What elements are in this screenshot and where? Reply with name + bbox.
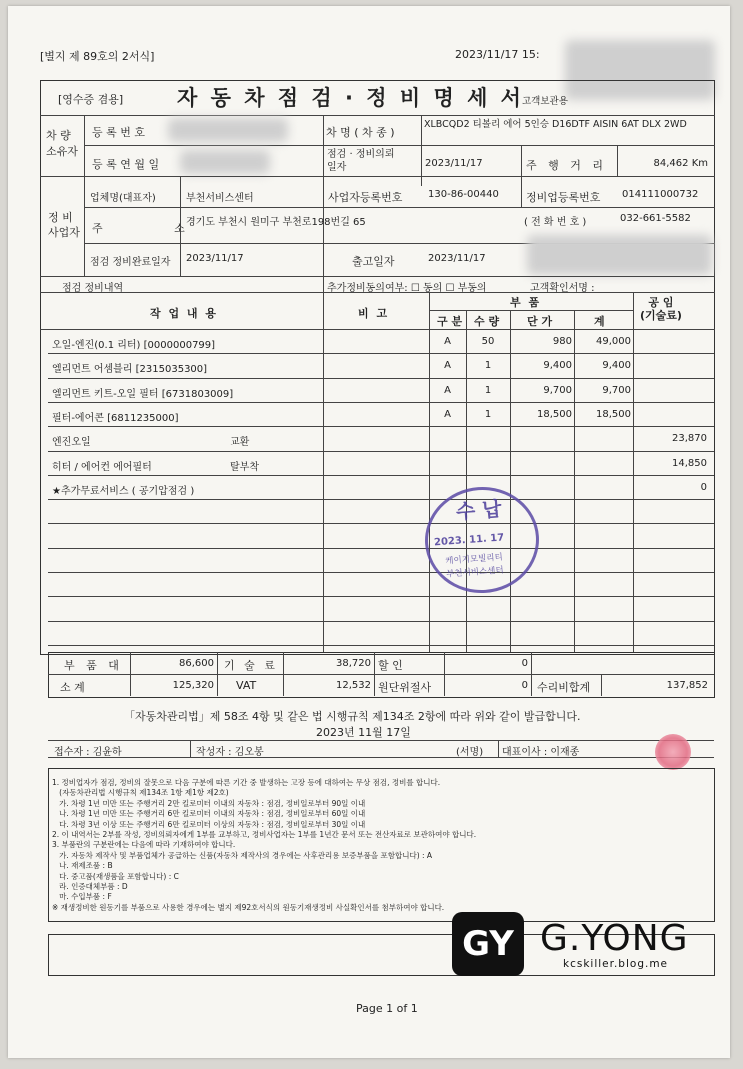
row-divider: [48, 426, 714, 427]
consent-field: 추가정비동의여부: ☐ 동의 ☐ 부동의: [327, 283, 487, 294]
row-divider: [48, 402, 714, 403]
detail-section-label: 점검 정비내역: [62, 283, 124, 294]
row-divider: [48, 523, 714, 524]
page-number: Page 1 of 1: [356, 1002, 418, 1015]
work-column-header: 작 업 내 용: [150, 307, 218, 320]
item-qty: 1: [484, 384, 492, 396]
redacted-reg-date: [180, 150, 270, 174]
watermark-name: G.YONG: [540, 918, 689, 959]
grand-total-value: 137,852: [666, 680, 708, 691]
note-line: 다. 차령 3년 이상 또는 주행거리 6만 킬로미터 이상의 자동차 : 점검, 정비일로부터 30일 이내: [52, 819, 366, 829]
parts-total-value: 86,600: [179, 658, 214, 669]
row-divider: [48, 378, 714, 379]
rounding-label: 원단위절사: [378, 681, 432, 694]
item-unit-price: 9,700: [543, 384, 572, 396]
request-date-value: 2023/11/17: [425, 158, 483, 169]
company-label: 업체명(대표자): [90, 193, 156, 204]
item-div: A: [444, 384, 451, 396]
item-unit-price: 980: [552, 336, 572, 347]
stamp-line1: 케이지모빌리티: [445, 552, 504, 567]
item-total: 18,500: [596, 408, 631, 420]
note-line: (자동차관리법 시행규칙 제134조 1항 제1항 제2호): [52, 788, 229, 798]
grand-total-label: 수리비합계: [537, 681, 591, 694]
note-line: 마. 수입부품 : F: [52, 892, 112, 902]
item-qty: 1: [484, 408, 492, 420]
note-line: 가. 차령 1년 미만 또는 주행거리 2만 킬로미터 이내의 자동차 : 점검, 정비일로부터 90일 이내: [52, 798, 366, 808]
phone-label: ( 전 화 번 호 ): [524, 217, 587, 228]
company-seal: [655, 734, 691, 770]
qty-column-header: 수 량: [474, 315, 500, 328]
item-name: 엔진오일: [52, 437, 91, 449]
item-qty: 1: [484, 360, 492, 372]
car-name-value: XLBCQD2 티볼리 에어 5인승 D16DTF AISIN 6AT DLX 2WD: [424, 119, 687, 130]
owner-section-label: 차 량 소유자: [46, 129, 78, 158]
note-line: ※ 재생정비한 원동기를 부품으로 사용한 경우에는 별지 제92호서식의 원동기재생정비 사실확인서를 첨부하여야 합니다.: [52, 902, 445, 912]
item-qty: 50: [481, 336, 495, 347]
redacted-reg-no: [168, 118, 288, 142]
issue-statement: 「자동차관리법」제 58조 4항 및 같은 법 시행규칙 제134조 2항에 따라 위와 같이 발급합니다.: [124, 710, 581, 723]
item-div: A: [444, 360, 451, 372]
item-labor: 23,870: [672, 433, 707, 445]
release-date-value: 2023/11/17: [428, 253, 486, 264]
item-name: 필터-에어콘 [6811235000]: [52, 412, 179, 424]
row-divider: [48, 645, 714, 646]
row-divider: [48, 572, 714, 573]
row-divider: [48, 353, 714, 354]
total-column-header: 계: [594, 315, 605, 328]
car-name-label: 차 명 ( 차 종 ): [326, 126, 395, 139]
remark-column-header: 비 고: [358, 307, 390, 320]
item-unit-price: 18,500: [537, 408, 572, 420]
complete-date-label: 점검 정비완료일자: [90, 257, 171, 268]
item-action: 탈부착: [230, 461, 259, 473]
customer-confirm-label: 고객확인서명 :: [530, 283, 595, 294]
note-line: 2. 이 내역서는 2부를 작성, 정비의뢰자에게 1부를 교부하고, 정비사업자는 1부를 1년간 문서 또는 전산자료로 보관하여야 합니다.: [52, 830, 477, 840]
item-action: 교환: [230, 437, 250, 449]
row-divider: [48, 451, 714, 452]
row-divider: [48, 596, 714, 597]
request-date-label: 점검 · 정비의뢰 일자: [327, 149, 395, 173]
stamp-date: 2023. 11. 17: [433, 532, 505, 549]
note-line: 1. 정비업자가 점검, 정비의 잘못으로 다음 구분에 따른 기간 중 발생하는 고장 등에 대하여는 무상 점검, 정비를 합니다.: [52, 778, 441, 787]
address-value: 경기도 부천시 원미구 부천로198번길 65: [186, 217, 366, 228]
reg-no-label: 등 록 번 호: [92, 126, 145, 139]
note-line: 라. 인증대체부품 : D: [52, 882, 128, 892]
maint-no-label: 정비업등록번호: [526, 191, 601, 204]
shop-section-label: 정 비 사업자: [48, 211, 80, 239]
complete-date-value: 2023/11/17: [186, 253, 244, 264]
address-label: 주 소: [92, 222, 219, 235]
item-name: ★추가무료서비스 ( 공기압점검 ): [52, 485, 195, 497]
ceo-field: 대표이사 : 이재종: [502, 747, 580, 758]
discount-label: 할 인: [378, 659, 403, 672]
row-divider: [48, 621, 714, 622]
row-divider: [48, 499, 714, 500]
note-line: 3. 부품란의 구분란에는 다음에 따라 기재하여야 합니다.: [52, 840, 236, 850]
item-total: 9,700: [602, 384, 631, 396]
notes-list: [52, 778, 476, 913]
phone-value: 032-661-5582: [620, 213, 691, 224]
item-total: 49,000: [596, 336, 631, 347]
biz-no-label: 사업자등록번호: [328, 191, 403, 204]
tech-fee-value: 38,720: [336, 658, 371, 669]
note-line: 나. 재제조품 : B: [52, 861, 113, 871]
labor-column-header: 공 임 (기술료): [640, 296, 682, 322]
maint-no-value: 014111000732: [622, 189, 699, 200]
tech-fee-label: 기 술 료: [224, 659, 278, 672]
document-title: 자 동 차 점 검 · 정 비 명 세 서: [177, 86, 524, 110]
watermark-blog: kcskiller.blog.me: [563, 958, 669, 970]
row-divider: [48, 548, 714, 549]
rounding-value: 0: [521, 680, 528, 691]
redacted-shop-info: [527, 235, 712, 275]
div-column-header: 구 분: [437, 315, 463, 328]
item-div: A: [444, 408, 451, 420]
biz-no-value: 130-86-00440: [428, 189, 499, 200]
parts-column-header: 부 품: [510, 296, 542, 309]
copy-label: 고객보관용: [522, 96, 568, 107]
release-date-label: 출고일자: [352, 255, 395, 268]
reg-date-label: 등 록 연 월 일: [92, 158, 160, 171]
item-name: 히터 / 에어컨 에어필터: [52, 461, 152, 473]
item-name: 오일-엔진(0.1 리터) [0000000799]: [52, 340, 216, 351]
discount-value: 0: [521, 658, 528, 669]
unit-column-header: 단 가: [527, 315, 553, 328]
receiver-field: 접수자 : 김윤하: [54, 747, 122, 758]
mileage-label: 주 행 거 리: [526, 159, 607, 172]
note-line: 다. 중고품(재생품을 포함합니다) : C: [52, 871, 179, 881]
issue-date: 2023년 11월 17일: [316, 726, 411, 739]
mileage-value: 84,462 Km: [653, 158, 708, 169]
note-line: 가. 자동차 제작사 및 부품업체가 공급하는 신품(자동차 제작사의 경우에는 사후관리용 보증부품을 포함합니다) : A: [52, 850, 433, 860]
item-total: 9,400: [602, 360, 631, 372]
subtotal-label: 소 계: [60, 681, 85, 694]
writer-field: 작성자 : 김오봉: [196, 747, 264, 758]
item-div: A: [444, 336, 451, 347]
vat-label: VAT: [236, 679, 257, 692]
item-labor: 14,850: [672, 457, 707, 469]
note-line: 나. 차령 1년 미만 또는 주행거리 6만 킬로미터 이내의 자동차 : 점검, 정비일로부터 60일 이내: [52, 809, 366, 819]
signature-mark: (서명): [456, 747, 484, 758]
subtotal-value: 125,320: [172, 680, 214, 691]
vat-value: 12,532: [336, 680, 371, 691]
parts-total-label: 부 품 대: [64, 659, 123, 672]
receipt-label: [영수증 겸용]: [58, 93, 124, 106]
stamp-line2: 부천서비스센터: [445, 565, 505, 580]
company-value: 부천서비스센터: [186, 193, 254, 204]
item-unit-price: 9,400: [543, 360, 572, 372]
item-name: 엘리먼트 어셈블리 [2315035300]: [52, 364, 208, 376]
row-divider: [48, 475, 714, 476]
item-labor: 0: [700, 481, 707, 493]
form-number: [별지 제 89호의 2서식]: [40, 50, 155, 63]
stamp-title: 수 납: [455, 496, 503, 524]
watermark-logo: GY: [452, 912, 524, 976]
item-name: 엘리먼트 키트-오일 필터 [6731803009]: [52, 388, 234, 400]
print-datetime: 2023/11/17 15:: [455, 48, 540, 61]
